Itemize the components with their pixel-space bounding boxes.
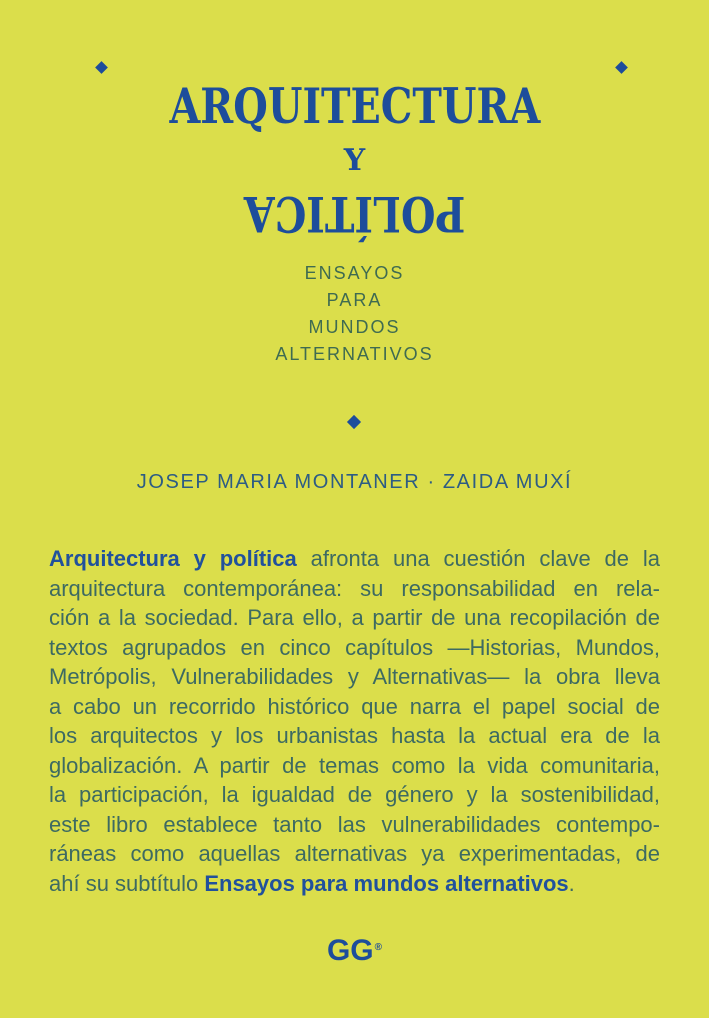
description-text: Metrópolis, Vulnerabilidades y Alternativas— la obra lleva <box>49 664 660 689</box>
diamond-ornament-center <box>347 415 361 429</box>
authors-line: JOSEP MARIA MONTANER · ZAIDA MUXÍ <box>136 471 573 493</box>
description-line <box>49 810 660 840</box>
description-line <box>49 692 660 722</box>
title-politica-flipped <box>0 185 709 243</box>
description-text: ahí su subtítulo <box>49 870 205 896</box>
description-line <box>49 633 660 663</box>
diamond-ornament-top-right <box>615 61 628 74</box>
subtitle-line: ENSAYOS <box>304 263 405 283</box>
description-text: globalización. A partir de temas como la vida comunitaria, <box>49 752 660 778</box>
subtitle-block <box>0 260 709 368</box>
description-line <box>49 751 660 781</box>
diamond-ornament-top-left <box>95 61 108 74</box>
title-politica-text: POLÍTICA <box>243 185 466 243</box>
description-text: textos agrupados en cinco capítulos —Historias, Mundos, <box>49 634 660 660</box>
description-text: los arquitectos y los urbanistas hasta la actual era de la <box>49 723 660 748</box>
description-line <box>49 603 660 633</box>
description-text: ráneas como aquellas alternativas ya experimentadas, de <box>49 841 660 866</box>
description-bold-text: Ensayos para mundos alternativos <box>204 870 569 896</box>
description-text: arquitectura contemporánea: su responsabilidad en rela- <box>49 575 660 601</box>
description-bold-text: Arquitectura y política <box>49 546 297 571</box>
description <box>49 544 660 898</box>
description-line <box>49 662 660 692</box>
registered-trademark: ® <box>374 942 383 953</box>
title-conjunction-text: Y <box>343 143 366 178</box>
title-arquitectura-text: ARQUITECTURA <box>169 77 540 135</box>
subtitle-line: ALTERNATIVOS <box>275 344 434 364</box>
description-text: a cabo un recorrido histórico que narra el papel social de <box>49 693 660 719</box>
description-text: ción a la sociedad. Para ello, a partir de una recopilación de <box>49 605 660 630</box>
subtitle-line: PARA <box>326 290 383 310</box>
description-text: afronta una cuestión clave de la <box>296 546 660 571</box>
publisher-logo-text: GG <box>326 934 374 967</box>
description-line <box>49 574 660 604</box>
title-arquitectura <box>0 77 709 135</box>
description-line <box>49 869 660 899</box>
publisher-logo <box>0 936 709 966</box>
subtitle-line: MUNDOS <box>308 317 401 337</box>
description-text: la participación, la igualdad de género y la sostenibilidad, <box>49 782 660 807</box>
title-conjunction-y <box>0 143 709 178</box>
description-line <box>49 721 660 751</box>
description-text: este libro establece tanto las vulnerabilidades contempo- <box>49 811 660 837</box>
description-text: . <box>568 870 575 896</box>
description-line <box>49 839 660 869</box>
description-line <box>49 544 660 574</box>
description-line <box>49 780 660 810</box>
